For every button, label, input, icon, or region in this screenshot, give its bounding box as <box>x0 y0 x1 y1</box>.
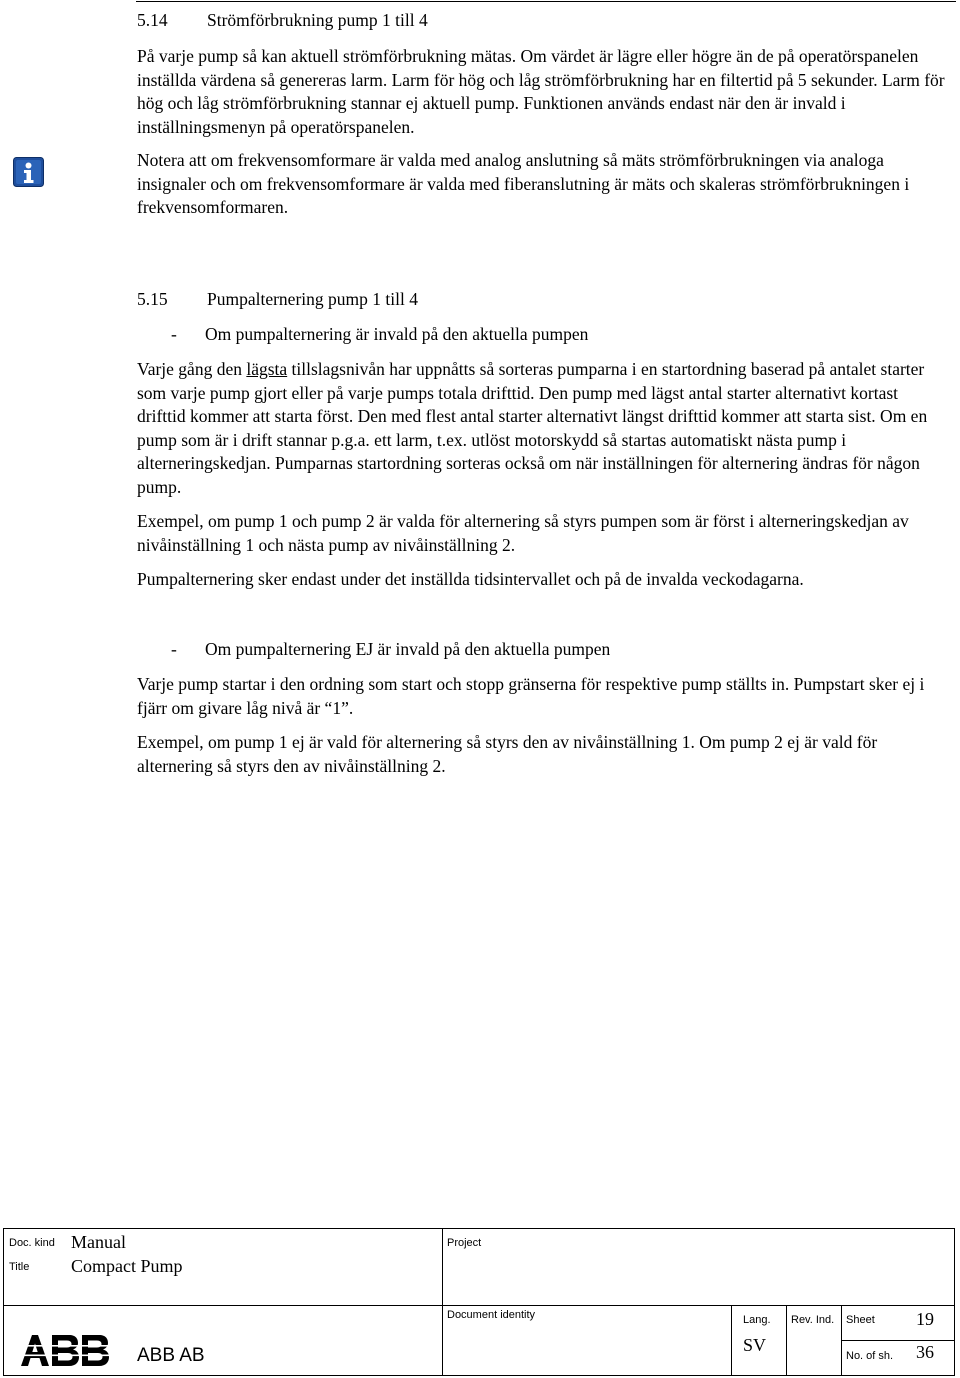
doc-kind-cell <box>3 1228 443 1306</box>
title-label: Title <box>9 1261 30 1273</box>
lang-value: SV <box>743 1335 767 1355</box>
paragraph: Exempel, om pump 1 och pump 2 är valda för alternering så styrs pumpen som är först i alterneringskedjan av nivåinställning 1 och nästa pump av nivåinställning 2. <box>137 511 909 555</box>
bullet-text: Om pumpalternering EJ är invald på den aktuella pumpen <box>205 639 611 659</box>
underlined-word: lägsta <box>246 359 288 379</box>
paragraph: Pumpalternering sker endast under det inställda tidsintervallet och på de invalda veckodagarna. <box>137 569 804 589</box>
section-number: 5.14 <box>137 10 168 30</box>
paragraph: På varje pump så kan aktuell strömförbrukning mätas. Om värdet är lägre eller högre än de på operatörspanelen inställda värdena så genereras larm. Larm för hög och låg strömförbrukning har en filtertid på 5 sekunder. Larm för hög och låg strömförbrukning stannar ej aktuell pump. Funktionen används endast när den är invald i inställningsmenyn på operatörspanelen. <box>137 46 945 137</box>
bullet-text: Om pumpalternering är invald på den aktuella pumpen <box>205 324 589 344</box>
no-of-sheets-label: No. of sh. <box>846 1350 894 1362</box>
paragraph <box>137 358 949 499</box>
document-identity-label: Document identity <box>447 1309 536 1321</box>
abb-logo <box>21 1335 109 1366</box>
sheet-value: 19 <box>916 1309 934 1329</box>
company-name: ABB AB <box>137 1345 205 1366</box>
bullet-dash: - <box>171 639 177 659</box>
section-5-15-heading <box>137 288 418 312</box>
top-rule <box>136 1 956 2</box>
info-icon <box>13 157 44 187</box>
doc-kind-value: Manual <box>71 1232 126 1252</box>
doc-kind-label: Doc. kind <box>9 1237 55 1249</box>
text-run: Varje gång den <box>137 359 247 379</box>
title-value: Compact Pump <box>71 1256 183 1276</box>
paragraph: Varje pump startar i den ordning som start och stopp gränserna för respektive pump ställts in. Pumpstart sker ej i fjärr om givare låg nivå är “1”. <box>137 674 925 718</box>
no-of-sheets-value: 36 <box>916 1342 934 1362</box>
sheet-label: Sheet <box>846 1314 875 1326</box>
section-number: 5.15 <box>137 289 168 309</box>
lang-label: Lang. <box>743 1314 771 1326</box>
title-block <box>3 1228 955 1376</box>
text-run: tillslagsnivån har uppnåtts så sorteras pumparna i en startordning baserad på antalet starter som varje pump gjort eller på varje pumps totala drifttid. Den pump med lägst antal starter alternativt kortast drifttid kommer att starta först. Den med flest antal starter alternativt längst drifttid kommer att starta sist. Om en pump som är i drift stannar p.g.a. ett larm, t.ex. utlöst motorskydd så startas automatiskt nästa pump i alterneringskedjan. Pumparnas startordning sorteras också om när inställningen för alternering ändras för någon pump. <box>137 359 928 497</box>
rev-label: Rev. Ind. <box>791 1314 835 1326</box>
section-title: Pumpalternering pump 1 till 4 <box>207 289 418 309</box>
section-title: Strömförbrukning pump 1 till 4 <box>207 10 428 30</box>
bullet-dash: - <box>171 324 177 344</box>
bullet-item <box>171 323 588 347</box>
project-cell <box>442 1228 955 1306</box>
section-5-14-heading <box>137 9 428 33</box>
info-note: Notera att om frekvensomformare är valda med analog anslutning så mäts strömförbrukningen via analoga insignaler och om frekvensomformare är valda med fiberanslutning är mäts och skaleras strömförbrukningen i frekvensomformaren. <box>137 150 910 217</box>
bullet-item <box>171 638 610 662</box>
project-label: Project <box>447 1237 482 1249</box>
paragraph: Exempel, om pump 1 ej är vald för alternering så styrs den av nivåinställning 1. Om pump 2 ej är vald för alternering så styrs den av nivåinställning 2. <box>137 732 878 776</box>
